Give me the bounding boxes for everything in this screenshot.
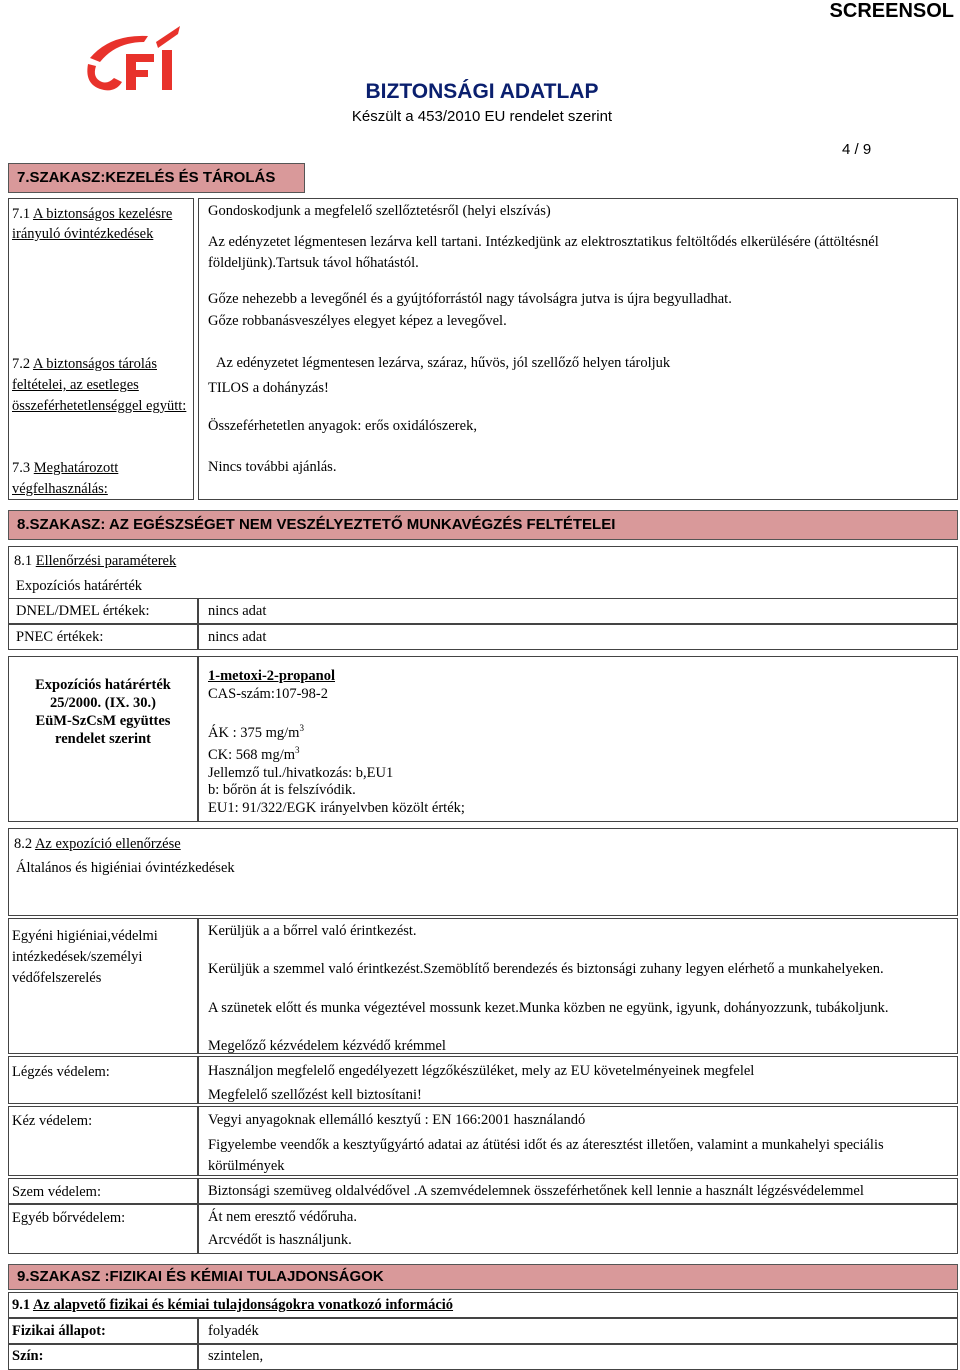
hand-line-2: Figyelembe veendők a kesztyűgyártó adatai az átütési időt és az áteresztést illetően, valamint a munkahelyi speciális körülmények xyxy=(208,1137,884,1174)
s72-num: 7.2 xyxy=(12,356,33,372)
resp-line-1: Használjon megfelelő engedélyezett légzőkészüléket, mely az EU követelményeinek megfelel xyxy=(208,1063,755,1079)
hand-line-1: Vegyi anyagoknak ellemálló kesztyű : EN 166:2001 használandó xyxy=(208,1112,586,1128)
s71-num: 7.1 xyxy=(12,206,33,222)
company-logo xyxy=(70,20,190,100)
s72-line-1: Az edényzetet légmentesen lezárva, száraz, hűvös, jól szellőző helyen tároljuk xyxy=(216,355,671,371)
eu1-note: EU1: 91/322/EGK irányelvben közölt érték; xyxy=(208,799,465,816)
brand-name: SCREENSOL xyxy=(829,0,954,22)
ak-value xyxy=(208,720,465,742)
eye-line-1: Biztonsági szemüveg oldalvédővel .A szemvédelemnek összeférhetőnek kell lennie a használt légzésvédelemmel xyxy=(208,1183,864,1199)
document-subtitle: Készült a 453/2010 EU rendelet szerint xyxy=(351,108,613,125)
logo-graphic xyxy=(70,20,190,100)
s82-label: Az expozíció ellenőrzése xyxy=(34,836,181,852)
dnel-label: DNEL/DMEL értékek: xyxy=(16,603,150,619)
color-label: Szín: xyxy=(12,1348,44,1364)
pnec-value-cell xyxy=(198,624,958,650)
hand-label: Kéz védelem: xyxy=(12,1113,93,1129)
s81-num: 8.1 xyxy=(14,553,36,569)
section-9-title xyxy=(8,1264,958,1290)
s73-label xyxy=(12,458,182,500)
section-7-title xyxy=(8,163,305,193)
section-9-title-text: 9.SZAKASZ :FIZIKAI ÉS KÉMIAI TULAJDONSÁGOK xyxy=(17,1268,384,1285)
s73-label-text: Meghatározott végfelhasználás: xyxy=(12,460,119,497)
ind-line-1: Kerüljük a a bőrrel való érintkezést. xyxy=(208,923,417,939)
individual-label: Egyéni higiéniai,védelmi intézkedések/személyi védőfelszerelés xyxy=(12,928,158,986)
s72-line-2: TILOS a dohányzás! xyxy=(208,380,329,396)
jellemzo-text: Jellemző tul./hivatkozás: b,EU1 xyxy=(208,764,394,781)
general-hygiene-label: Általános és higiéniai óvintézkedések xyxy=(16,860,235,876)
state-value-cell xyxy=(198,1318,958,1344)
s91-heading xyxy=(12,1295,453,1315)
s81-label: Ellenőrzési paraméterek xyxy=(35,553,177,569)
expo-block-l2: 25/2000. (IX. 30.) xyxy=(50,695,156,711)
s72-label-text: A biztonságos tárolás feltételei, az esetleges összeférhetetlenséggel együtt: xyxy=(12,356,187,414)
pnec-label: PNEC értékek: xyxy=(16,629,104,645)
ck-value xyxy=(208,742,465,764)
ck-text: CK: 568 mg/m xyxy=(208,747,296,764)
page-number: 4 / 9 xyxy=(842,141,872,158)
resp-label: Légzés védelem: xyxy=(12,1064,110,1080)
section-8-title xyxy=(8,510,958,540)
ak-sup: 3 xyxy=(299,723,304,733)
ck-sup: 3 xyxy=(295,745,300,756)
s71-line-4: Gőze robbanásveszélyes elegyet képez a levegővel. xyxy=(208,313,507,329)
s91-num: 9.1 xyxy=(12,1297,33,1313)
eye-label: Szem védelem: xyxy=(12,1184,101,1200)
s91-label: Az alapvető fizikai és kémiai tulajdonságokra vonatkozó információ xyxy=(32,1297,454,1313)
ak-text: ÁK : 375 mg/m xyxy=(208,724,300,741)
section-8-title-text: 8.SZAKASZ: AZ EGÉSZSÉGET NEM VESZÉLYEZTETŐ MUNKAVÉGZÉS FELTÉTELEI xyxy=(17,516,616,533)
s71-label-text: A biztonságos kezelésre irányuló óvintézkedések xyxy=(12,206,173,242)
substance-name: 1-metoxi-2-propanol xyxy=(208,668,336,684)
s72-label xyxy=(12,354,192,417)
ind-line-4: Megelőző kézvédelem kézvédő krémmel xyxy=(208,1038,446,1054)
s81-heading xyxy=(14,551,176,571)
s73-line-1: Nincs további ajánlás. xyxy=(208,459,337,475)
resp-line-2: Megfelelő szellőzést kell biztosítani! xyxy=(208,1087,422,1103)
dnel-value: nincs adat xyxy=(208,603,267,619)
s71-line-2: Az edényzetet légmentesen lezárva kell tartani. Intézkedjünk az elektrosztatikus feltöltődés elkerülésére (áttöltésnél földeljünk).Tartsuk távol hőhatástól. xyxy=(208,234,879,271)
expo-block-l4: rendelet szerint xyxy=(55,731,151,747)
state-label: Fizikai állapot: xyxy=(12,1323,106,1339)
color-value: szintelen, xyxy=(208,1348,264,1364)
state-value: folyadék xyxy=(208,1323,259,1339)
skin-line-2: Arcvédőt is használjunk. xyxy=(208,1232,352,1248)
expo-block-l3: EüM-SzCsM együttes xyxy=(35,713,171,729)
expo-title: Expozíciós határérték xyxy=(16,578,143,594)
b-note: b: bőrön át is felszívódik. xyxy=(208,782,356,799)
skin-label: Egyéb bőrvédelem: xyxy=(12,1210,126,1226)
s82-num: 8.2 xyxy=(14,836,35,852)
expo-block-l1: Expozíciós határérték xyxy=(35,677,171,693)
s71-line-3: Gőze nehezebb a levegőnél és a gyújtóforrástól nagy távolságra jutva is újra begyulladhat. xyxy=(208,291,732,307)
section-7-title-text: 7.SZAKASZ:KEZELÉS ÉS TÁROLÁS xyxy=(17,169,276,186)
pnec-value: nincs adat xyxy=(208,629,267,645)
color-value-cell xyxy=(198,1344,958,1370)
s82-heading xyxy=(14,834,181,854)
document-title: BIZTONSÁGI ADATLAP xyxy=(365,80,599,103)
skin-line-1: Át nem eresztő védőruha. xyxy=(208,1209,357,1225)
s73-num: 7.3 xyxy=(12,460,34,476)
s72-line-3: Összeférhetetlen anyagok: erős oxidálószerek, xyxy=(208,418,477,434)
expo-block-label xyxy=(8,676,198,748)
dnel-value-cell xyxy=(198,598,958,624)
s71-line-1: Gondoskodjunk a megfelelő szellőztetésről (helyi elszívás) xyxy=(208,203,551,219)
ind-line-2: Kerüljük a szemmel való érintkezést.Szemöblítő berendezés és biztonsági zuhany legyen elérhető a munkahelyeken. xyxy=(208,961,884,977)
s71-label xyxy=(12,204,182,244)
cas-number: CAS-szám:107-98-2 xyxy=(208,685,329,702)
expo-block-values xyxy=(208,668,465,817)
ind-line-3: A szünetek előtt és munka végeztével mossunk kezet.Munka közben ne együnk, igyunk, dohányozzunk, tubákoljunk. xyxy=(208,1000,889,1016)
